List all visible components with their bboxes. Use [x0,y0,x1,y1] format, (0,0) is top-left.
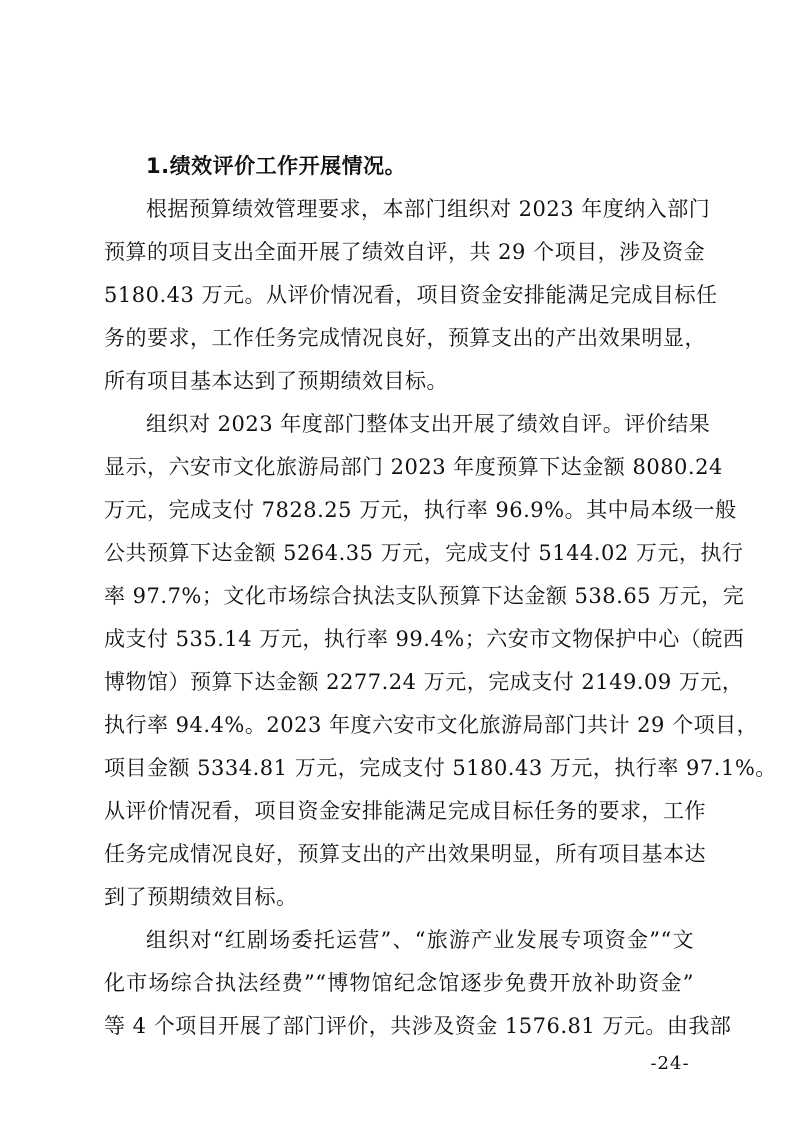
paragraph-2-line-4: 公共预算下达金额 5264.35 万元，完成支付 5144.02 万元，执行 [104,541,744,565]
section-heading: 1.绩效评价工作开展情况。 [146,154,407,178]
paragraph-3-line-2: 化市场综合执法经费”“博物馆纪念馆逐步免费开放补助资金” [104,971,694,995]
paragraph-3-line-1: 组织对“红剧场委托运营”、“旅游产业发展专项资金”“文 [146,928,694,952]
paragraph-2-line-11: 任务完成情况良好，预算支出的产出效果明显，所有项目基本达 [104,842,706,866]
paragraph-2-line-6: 成支付 535.14 万元，执行率 99.4%；六安市文物保护中心（皖西 [104,627,745,651]
paragraph-1-line-3: 5180.43 万元。从评价情况看，项目资金安排能满足完成目标任 [104,283,718,307]
paragraph-2-line-3: 万元，完成支付 7828.25 万元，执行率 96.9%。其中局本级一般 [104,498,737,522]
paragraph-2-line-1: 组织对 2023 年度部门整体支出开展了绩效自评。评价结果 [146,412,711,436]
paragraph-3-line-3: 等 4 个项目开展了部门评价，共涉及资金 1576.81 万元。由我部 [104,1014,732,1038]
paragraph-2-line-2: 显示，六安市文化旅游局部门 2023 年度预算下达金额 8080.24 [104,455,723,479]
paragraph-2-line-8: 执行率 94.4%。2023 年度六安市文化旅游局部门共计 29 个项目， [104,713,759,737]
paragraph-1-line-5: 所有项目基本达到了预期绩效目标。 [104,369,448,393]
paragraph-1-line-1: 根据预算绩效管理要求，本部门组织对 2023 年度纳入部门 [146,197,711,221]
paragraph-1-line-4: 务的要求，工作任务完成情况良好，预算支出的产出效果明显， [104,326,706,350]
paragraph-2-line-9: 项目金额 5334.81 万元，完成支付 5180.43 万元，执行率 97.1%。 [104,756,777,780]
paragraph-2-line-12: 到了预期绩效目标。 [104,885,298,909]
paragraph-2-line-10: 从评价情况看，项目资金安排能满足完成目标任务的要求，工作 [104,799,706,823]
paragraph-2-line-5: 率 97.7%；文化市场综合执法支队预算下达金额 538.65 万元，完 [104,584,745,608]
paragraph-2-line-7: 博物馆）预算下达金额 2277.24 万元，完成支付 2149.09 万元， [104,670,744,694]
page-number: -24- [650,1053,690,1074]
paragraph-1-line-2: 预算的项目支出全面开展了绩效自评，共 29 个项目，涉及资金 [104,240,706,264]
